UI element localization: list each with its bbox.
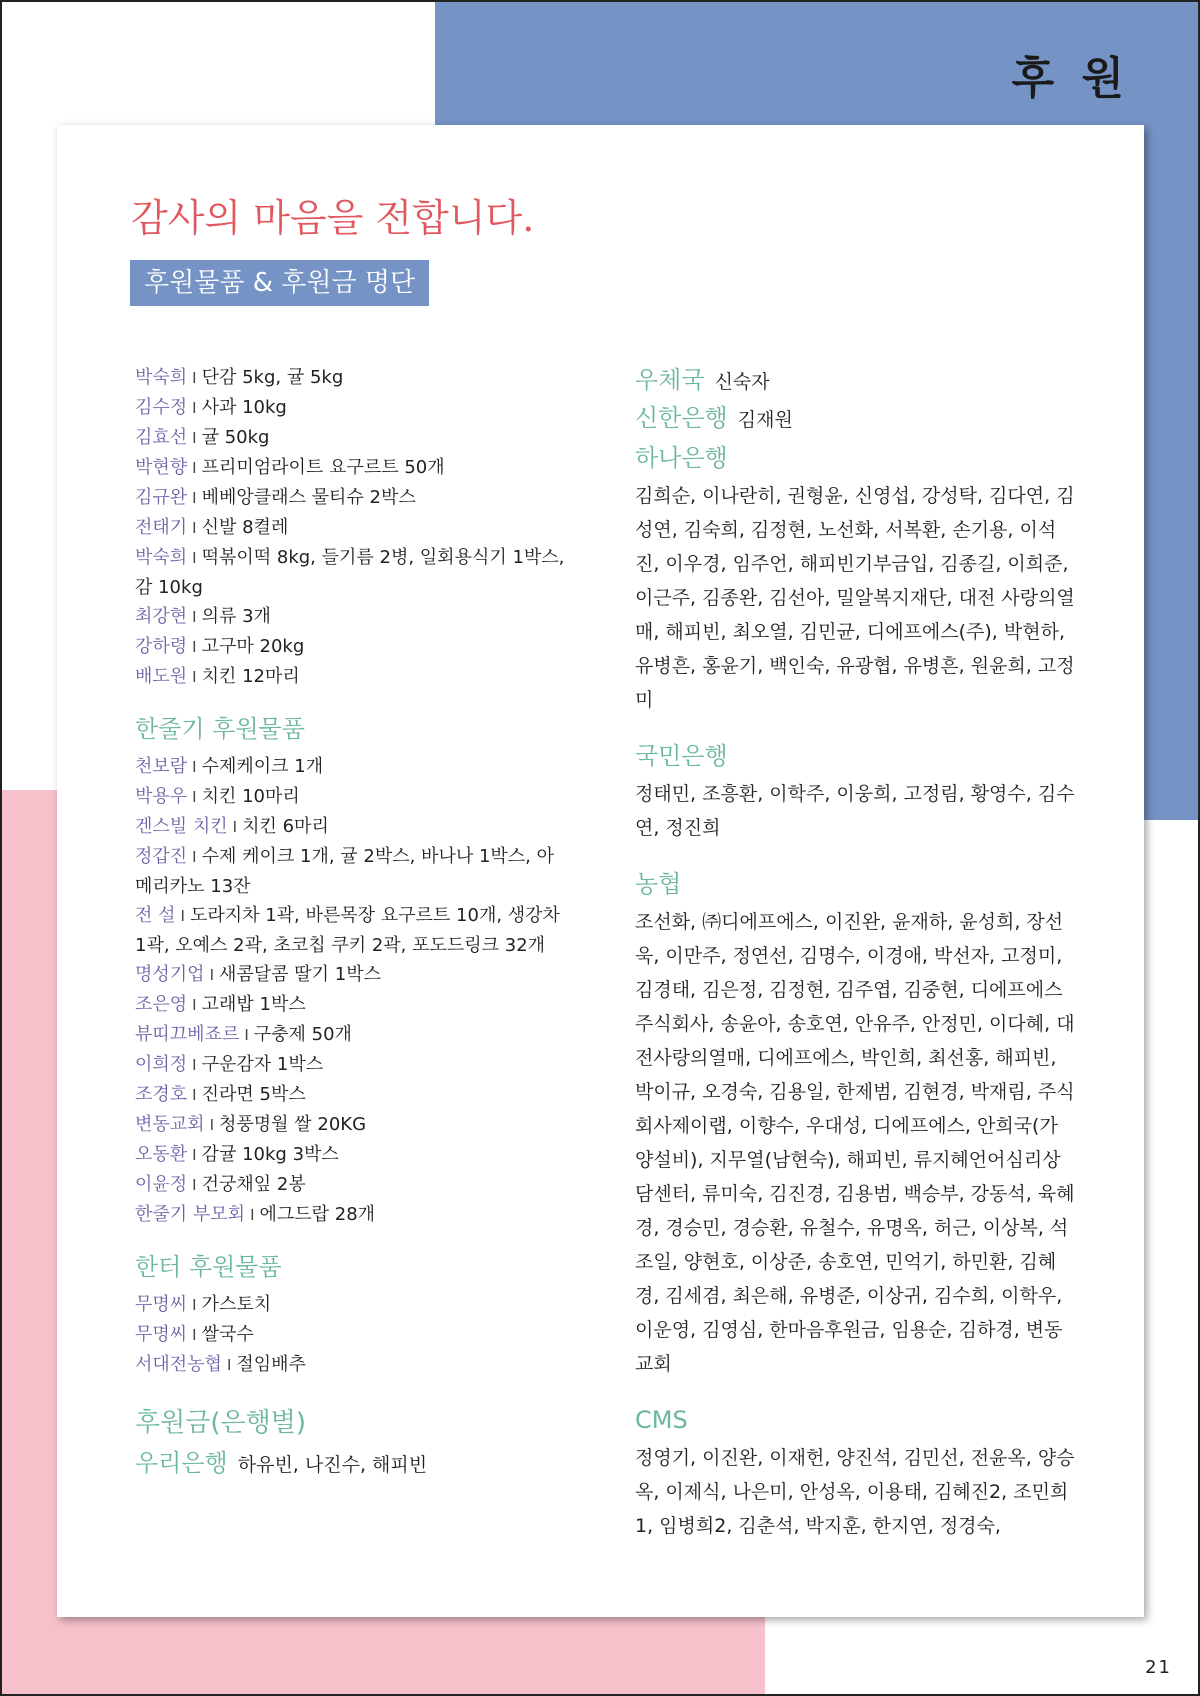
donated-item: 단감 5kg, 귤 5kg xyxy=(201,367,344,388)
bank-title-cms: CMS xyxy=(635,1406,688,1434)
donated-item: 구운감자 1박스 xyxy=(201,1054,324,1075)
donor-name: 박현향 xyxy=(135,457,188,478)
donation-entry xyxy=(135,513,565,543)
donation-entry xyxy=(135,1110,565,1140)
separator: I xyxy=(192,1086,197,1104)
subheading-banner: 후원물품 & 후원금 명단 xyxy=(130,260,429,306)
separator: I xyxy=(192,668,197,686)
bank-title-nonghyup: 농협 xyxy=(635,870,682,898)
donor-name: 김수정 xyxy=(135,397,188,418)
separator: I xyxy=(192,848,197,866)
donation-entry xyxy=(135,752,565,782)
bank-donors: 신숙자 xyxy=(714,371,770,393)
separator: I xyxy=(192,459,197,477)
bank-donors: 하유빈, 나진수, 해피빈 xyxy=(237,1454,428,1476)
donation-entry xyxy=(135,632,565,662)
separator: I xyxy=(192,519,197,537)
donor-name: 정갑진 xyxy=(135,846,188,867)
donor-name: 전 설 xyxy=(135,905,176,926)
donation-entry xyxy=(135,782,565,812)
donated-item: 귤 50kg xyxy=(201,427,270,448)
page-headline: 감사의 마음을 전합니다. xyxy=(131,196,535,240)
donated-item: 도라지차 1곽, 바른목장 요구르트 10개, 생강차 1곽, 오예스 2곽, 초코칩 쿠키 2곽, 포도드링크 32개 xyxy=(135,905,560,956)
donor-name: 김효선 xyxy=(135,427,188,448)
separator: I xyxy=(192,758,197,776)
bank-name: 우리은행 xyxy=(135,1449,228,1477)
donor-name: 이윤정 xyxy=(135,1174,188,1195)
donor-name: 이희정 xyxy=(135,1054,188,1075)
donor-name: 강하령 xyxy=(135,636,188,657)
donated-item: 사과 10kg xyxy=(201,397,287,418)
donation-entry xyxy=(135,1290,565,1320)
donated-item: 수제 케이크 1개, 귤 2박스, 바나나 1박스, 아메리카노 13잔 xyxy=(135,846,555,897)
section-label: 후 원 xyxy=(1011,53,1130,104)
donation-entry xyxy=(135,812,565,842)
separator: I xyxy=(209,1116,214,1134)
left-column xyxy=(135,363,565,1484)
donation-list-general xyxy=(135,363,565,692)
separator: I xyxy=(192,1056,197,1074)
donation-entry xyxy=(135,990,565,1020)
donated-item: 치킨 12마리 xyxy=(201,666,300,687)
bank-title-kookmin: 국민은행 xyxy=(635,742,728,770)
donor-name: 조경호 xyxy=(135,1084,188,1105)
separator: I xyxy=(180,907,185,925)
donor-name: 김규완 xyxy=(135,487,188,508)
separator: I xyxy=(250,1206,255,1224)
donated-item: 건궁채잎 2봉 xyxy=(201,1174,306,1195)
donation-list-hanteo xyxy=(135,1290,565,1380)
donated-item: 가스토치 xyxy=(201,1294,272,1315)
donation-entry xyxy=(135,1050,565,1080)
donor-name: 조은영 xyxy=(135,994,188,1015)
bank-name: 우체국 xyxy=(635,366,705,394)
donor-name: 박숙희 xyxy=(135,547,188,568)
donor-name: 배도원 xyxy=(135,666,188,687)
donation-entry xyxy=(135,901,565,960)
donor-name: 전태기 xyxy=(135,517,188,538)
donation-entry xyxy=(135,1320,565,1350)
donated-item: 새콤달콤 딸기 1박스 xyxy=(219,964,381,985)
separator: I xyxy=(226,1356,232,1374)
donation-entry xyxy=(135,1170,565,1200)
category-title-hanteo: 한터 후원물품 xyxy=(135,1253,282,1281)
bank-name: 신한은행 xyxy=(635,404,728,432)
donor-name: 서대전농협 xyxy=(135,1354,222,1375)
separator: I xyxy=(192,638,197,656)
donor-name: 박숙희 xyxy=(135,367,188,388)
donor-name: 한줄기 부모회 xyxy=(135,1204,246,1225)
page-number: 21 xyxy=(1145,1657,1172,1678)
donation-entry xyxy=(135,1080,565,1110)
donated-item: 절임배추 xyxy=(236,1354,306,1375)
donated-item: 의류 3개 xyxy=(201,606,271,627)
donor-name: 겐스빌 치킨 xyxy=(135,816,228,837)
bank-line-post xyxy=(635,363,1075,399)
donated-item: 청풍명월 쌀 20KG xyxy=(219,1114,367,1135)
separator: I xyxy=(192,788,197,806)
donated-item: 신발 8켤레 xyxy=(201,517,289,538)
donation-entry xyxy=(135,1140,565,1170)
category-title-fund: 후원금(은행별) xyxy=(135,1408,306,1438)
bank-donors: 김재원 xyxy=(737,409,793,431)
donor-name: 무명씨 xyxy=(135,1294,188,1315)
donation-entry xyxy=(135,393,565,423)
donor-name: 변동교회 xyxy=(135,1114,205,1135)
donated-item: 진라면 5박스 xyxy=(201,1084,306,1105)
donated-item: 감귤 10kg 3박스 xyxy=(201,1144,339,1165)
donor-name: 무명씨 xyxy=(135,1324,188,1345)
donation-entry xyxy=(135,842,565,901)
donated-item: 치킨 6마리 xyxy=(242,816,329,837)
donated-item: 고구마 20kg xyxy=(201,636,305,657)
donation-entry xyxy=(135,602,565,632)
donation-entry xyxy=(135,483,565,513)
content-card xyxy=(57,125,1144,1617)
bank-donors-nonghyup: 조선화, ㈜디에프에스, 이진완, 윤재하, 윤성희, 장선욱, 이만주, 정연선, 김명수, 이경애, 박선자, 고정미, 김경태, 김은정, 김정현, 김주엽, 김중현, 디에프에스 주식회사, 송윤아, 송호연, 안유주, 안정민, 이다혜, 대전사랑의열매, 디에프에스, 박인희, 최선홍, 해피빈, 박이규, 오경숙, 김용일, 한제범, 김현경, 박재림, 주식회사제이랩, 이향수, 우대성, 디에프에스, 안희국(가양설비), 지무열(남현숙), 해피빈, 류지혜언어심리상담센터, 류미숙, 김진경, 김용범, 백승부, 강동석, 육혜경, 경승민, 경승환, 유철수, 유명옥, 허근, 이상복, 석조일, 양현호, 이상준, 송호연, 민억기, 하민환, 김혜경, 김세겸, 최은해, 유병준, 이상귀, 김수희, 이학우, 이운영, 김영심, 한마음후원금, 임용순, 김하경, 변동교회 xyxy=(635,911,1075,1375)
separator: I xyxy=(192,1176,197,1194)
separator: I xyxy=(192,399,197,417)
separator: I xyxy=(192,369,197,387)
donated-item: 치킨 10마리 xyxy=(201,786,300,807)
separator: I xyxy=(192,608,197,626)
donated-item: 고래밥 1박스 xyxy=(201,994,306,1015)
donated-item: 수제케이크 1개 xyxy=(201,756,324,777)
bank-donors-kookmin: 정태민, 조흥환, 이학주, 이웅희, 고정림, 황영수, 김수연, 정진희 xyxy=(635,783,1075,839)
donated-item: 쌀국수 xyxy=(201,1324,254,1345)
separator: I xyxy=(192,1146,197,1164)
separator: I xyxy=(192,429,197,447)
bank-title-hana: 하나은행 xyxy=(635,444,728,472)
bank-donors-hana: 김희순, 이나란히, 권형윤, 신영섭, 강성탁, 김다연, 김성연, 김숙희, 김정현, 노선화, 서복환, 손기용, 이석진, 이우경, 임주언, 해피빈기부금입, 김종길, 이희준, 이근주, 김종완, 김선아, 밀알복지재단, 대전 사랑의열매, 해피빈, 최오열, 김민균, 디에프에스(주), 박현하, 유병흔, 홍윤기, 백인숙, 유광협, 유병흔, 원윤희, 고정미 xyxy=(635,485,1075,711)
donation-entry xyxy=(135,363,565,393)
donor-name: 천보람 xyxy=(135,756,188,777)
separator: I xyxy=(244,1026,249,1044)
donation-entry xyxy=(135,453,565,483)
separator: I xyxy=(192,1326,197,1344)
bank-line-woori xyxy=(135,1446,565,1482)
donor-name: 뷰띠끄베죠르 xyxy=(135,1024,240,1045)
bank-donors-cms: 정영기, 이진완, 이재헌, 양진석, 김민선, 전윤옥, 양승옥, 이제식, 나은미, 안성옥, 이용태, 김혜진2, 조민희1, 임병희2, 김춘석, 박지훈, 한지연, 정경숙, xyxy=(635,1447,1075,1537)
donor-name: 오동환 xyxy=(135,1144,188,1165)
donation-entry xyxy=(135,423,565,453)
donation-entry xyxy=(135,662,565,692)
donation-entry xyxy=(135,543,565,602)
separator: I xyxy=(192,996,197,1014)
donor-name: 최강현 xyxy=(135,606,188,627)
donated-item: 떡볶이떡 8kg, 들기름 2병, 일회용식기 1박스, 감 10kg xyxy=(135,547,565,598)
category-title-hanjulgi: 한줄기 후원물품 xyxy=(135,715,305,743)
donated-item: 베베앙클래스 물티슈 2박스 xyxy=(201,487,416,508)
separator: I xyxy=(192,1296,197,1314)
donor-name: 박용우 xyxy=(135,786,188,807)
donation-entry xyxy=(135,960,565,990)
donation-entry xyxy=(135,1020,565,1050)
bank-line-shinhan xyxy=(635,401,1075,437)
separator: I xyxy=(192,489,197,507)
donation-entry xyxy=(135,1200,565,1230)
separator: I xyxy=(192,549,197,567)
donated-item: 프리미엄라이트 요구르트 50개 xyxy=(201,457,445,478)
donated-item: 에그드랍 28개 xyxy=(259,1204,376,1225)
separator: I xyxy=(209,966,214,984)
donation-list-hanjulgi xyxy=(135,752,565,1230)
donated-item: 구충제 50개 xyxy=(253,1024,352,1045)
donation-entry xyxy=(135,1350,565,1380)
donor-name: 명성기업 xyxy=(135,964,205,985)
separator: I xyxy=(232,818,238,836)
right-column xyxy=(635,363,1075,1543)
